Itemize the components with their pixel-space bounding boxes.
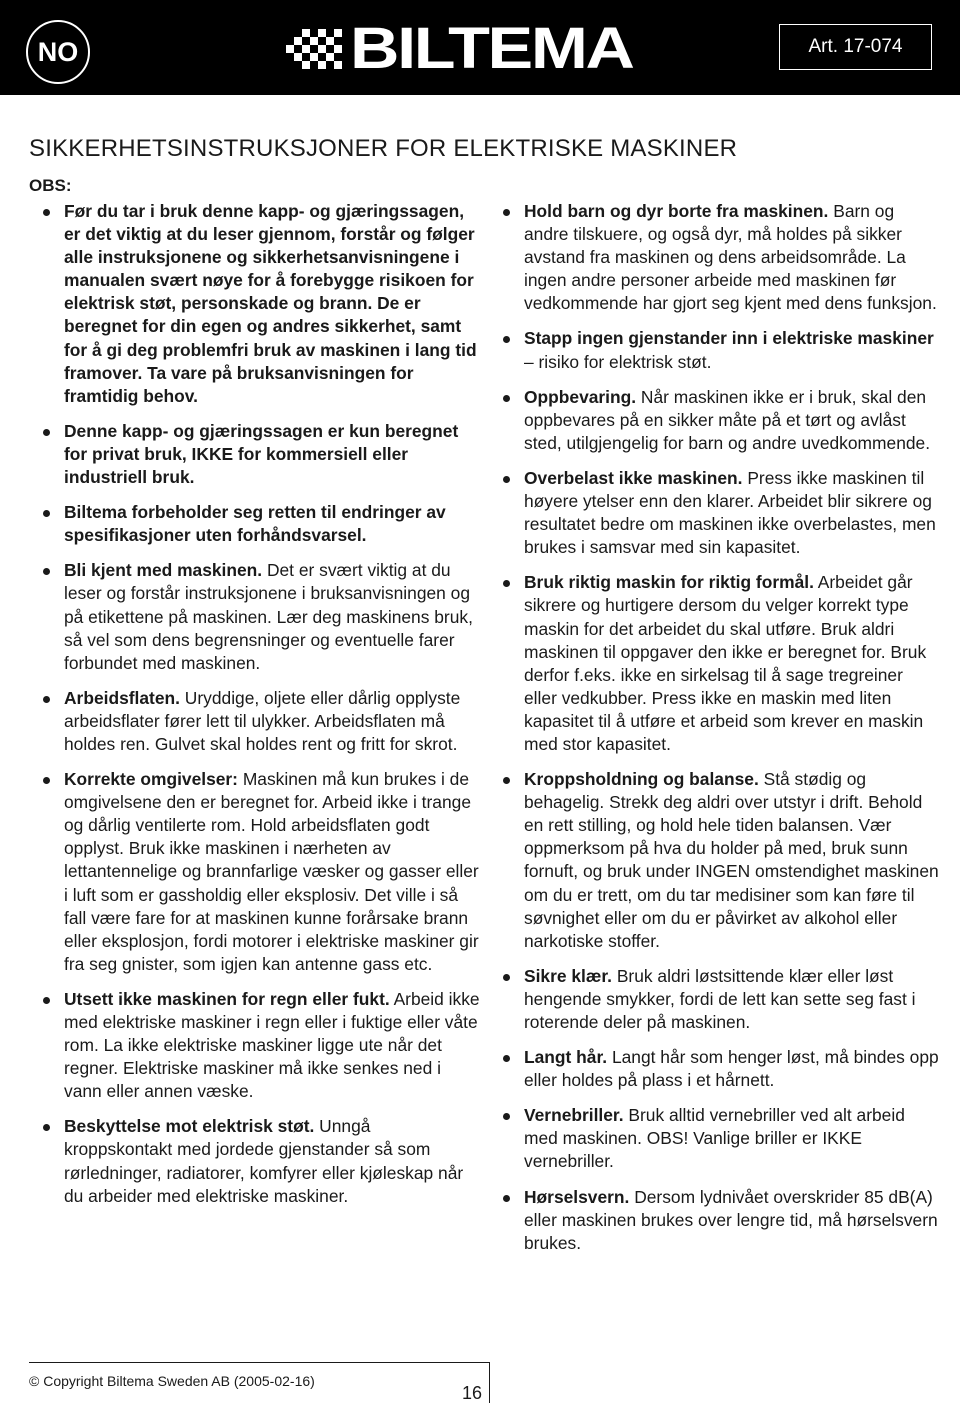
instruction-heading: Biltema forbeholder seg retten til endringer av spesifikasjoner uten forhåndsvarsel. [64,502,446,546]
instruction-item [500,1046,940,1092]
instruction-item [500,571,940,756]
instruction-item [40,687,480,756]
instruction-text: Bruk alltid vernebriller ved alt arbeid med maskinen. OBS! Vanlige briller er IKKE vernebriller. [524,1105,905,1172]
instruction-text: Arbeidet går sikrere og hurtigere dersom du velger korrekt type maskin for det arbeidet du skal utføre. Bruk aldri maskinen til oppgaver den ikke er beregnet for. Bruk derfor f.eks. ikke en sirkelsag til å sage tregreiner eller vedkubber. Press ikke en maskin med liten kapasitet til å utføre et arbeid som krever en maskin med stor kapasitet. [524,572,927,754]
instruction-text: Uryddige, oljete eller dårlig opplyste arbeidsflater fører lett til ulykker. Arbeidsflaten må holdes ren. Gulvet skal holdes rent og fritt for skrot. [64,687,461,754]
page-number: 16 [462,1383,483,1403]
instruction-heading: Beskyttelse mot elektrisk støt. [64,1116,315,1137]
instruction-heading: Overbelast ikke maskinen. [524,467,743,488]
instruction-text: Unngå kroppskontakt med jordede gjenstander så som rørledninger, radiatorer, komfyrer eller kjøleskap når du arbeider med elektriske maskiner. [64,1116,464,1206]
instruction-text: Arbeid ikke med elektriske maskiner i regn eller i fuktige eller våte rom. La ikke elektriske maskiner ligge ute når det regner. Elektriske maskiner må ikke senkes ned i vann eller annen væske. [64,988,480,1102]
instruction-item [40,200,480,408]
instruction-text: Langt hår som henger løst, må bindes opp eller holdes på plass i et hårnett. [524,1047,939,1091]
instruction-text: Dersom lydnivået overskrider 85 dB(A) eller maskinen brukes over lengre tid, må hørselsvern brukes. [524,1186,938,1253]
instruction-heading: Langt hår. [524,1047,608,1068]
instruction-heading: Vernebriller. [524,1105,624,1126]
right-column [500,200,940,1267]
instruction-text: Det er svært viktig at du leser og forstår instruksjonene i bruksanvisningen og på etikettene på maskinen. Lær deg maskinens bruk, så vel som dens begrensninger og eventuelle farer forbundet med maskinen. [64,560,473,673]
checkered-flag-icon [286,27,344,71]
footer-vertical-divider [489,1362,490,1403]
left-instruction-list [40,200,480,1208]
instruction-heading: Arbeidsflaten. [64,687,180,708]
instruction-item [500,467,940,559]
instruction-heading: Denne kapp- og gjæringssagen er kun beregnet for privat bruk, IKKE for kommersiell eller industriell bruk. [64,420,459,488]
instruction-item [500,1186,940,1255]
instruction-item [40,768,480,976]
instruction-text: – risiko for elektrisk støt. [524,351,712,372]
instruction-heading: Kroppsholdning og balanse. [524,769,759,790]
brand-wordmark: BILTEMA [350,16,633,81]
instruction-heading: Stapp ingen gjenstander inn i elektriske maskiner [524,328,934,349]
instruction-heading: Oppbevaring. [524,386,637,407]
instruction-heading: Før du tar i bruk denne kapp- og gjæringssagen, er det viktig at du leser gjennom, forstår og følger alle instruksjonene og sikkerhetsanvisningene i manualen svært nøye for å forebygge risikoen for elektrisk støt, personskade og brann. De er beregnet for din egen og andres sikkerhet, samt for å gi deg problemfri bruk av maskinen i lang tid framover. Ta vare på bruksanvisningen for framtidig behov. [64,201,477,406]
instruction-text: Press ikke maskinen til høyere ytelser enn den klarer. Arbeidet blir sikrere og resultatet bedre om maskinen ikke overbelastes, men brukes i samsvar med sin kapasitet. [524,467,936,558]
copyright: © Copyright Biltema Sweden AB (2005-02-16) [29,1373,315,1389]
instruction-item [500,768,940,953]
instruction-item [40,501,480,547]
instruction-heading: Utsett ikke maskinen for regn eller fukt. [64,988,390,1009]
instruction-text: Maskinen må kun brukes i de omgivelsene den er beregnet for. Arbeid ikke i trange og dårlig ventilerte rom. Hold arbeidsflaten godt opplyst. Bruk ikke maskinen i nærheten av lettantennelige og brannfarlige væsker og gasser eller i luft som er gassholdig eller eksplosiv. Det ville i så fall være fare for at maskinen kunne forårsake brann eller eksplosjon, fordi motorer i elektriske maskiner gir fra seg gnister, som igjen kan antenne gass etc. [64,769,479,974]
instruction-heading: Bruk riktig maskin for riktig formål. [524,572,814,593]
instruction-text: Bruk aldri løstsittende klær eller løst hengende smykker, fordi de lett kan sette seg fast i roterende deler på maskinen. [524,965,916,1032]
instruction-item [40,988,480,1103]
instruction-text: Stå stødig og behagelig. Strekk deg aldri over utstyr i drift. Behold en rett stilling, og hold hele tiden balansen. Vær oppmerksom på hva du holder på med, bruk sunn fornuft, og bruk under INGEN omstendighet maskinen om du er trett, om du tar medisiner som kan føre til søvnighet eller om du er påvirket av alkohol eller narkotiske stoffer. [524,769,939,951]
article-number: Art. 17-074 [779,24,932,70]
instruction-heading: Korrekte omgivelser: [64,769,238,790]
page-title: SIKKERHETSINSTRUKSJONER FOR ELEKTRISKE MASKINER [29,135,738,162]
instruction-heading: Hørselsvern. [524,1186,630,1207]
language-badge: NO [26,20,90,84]
instruction-text: Når maskinen ikke er i bruk, skal den oppbevares på en sikker måte på et tørt og avlåst sted, utilgjengelig for barn og andre uvedkommende. [524,386,931,453]
header-bar [0,0,960,95]
instruction-item [500,200,940,315]
instruction-heading: Bli kjent med maskinen. [64,560,263,581]
instruction-item [500,386,940,455]
instruction-item [40,1115,480,1207]
instruction-heading: Hold barn og dyr borte fra maskinen. [524,201,829,221]
footer-divider [29,1362,489,1363]
instruction-item [40,420,480,489]
instruction-item [40,559,480,674]
instruction-heading: Sikre klær. [524,965,612,986]
instruction-text: Barn og andre tilskuere, og også dyr, må holdes på sikker avstand fra maskinen og dens arbeidsområde. La ingen andre personer arbeide med maskinen før vedkommende har gjort seg kjent med dens funksjon. [524,201,937,314]
instruction-item [500,327,940,373]
brand-logo [286,16,674,81]
instruction-item [500,965,940,1034]
obs-label: OBS: [29,176,72,195]
left-column [40,200,480,1220]
right-instruction-list [500,200,940,1255]
instruction-item [500,1104,940,1173]
